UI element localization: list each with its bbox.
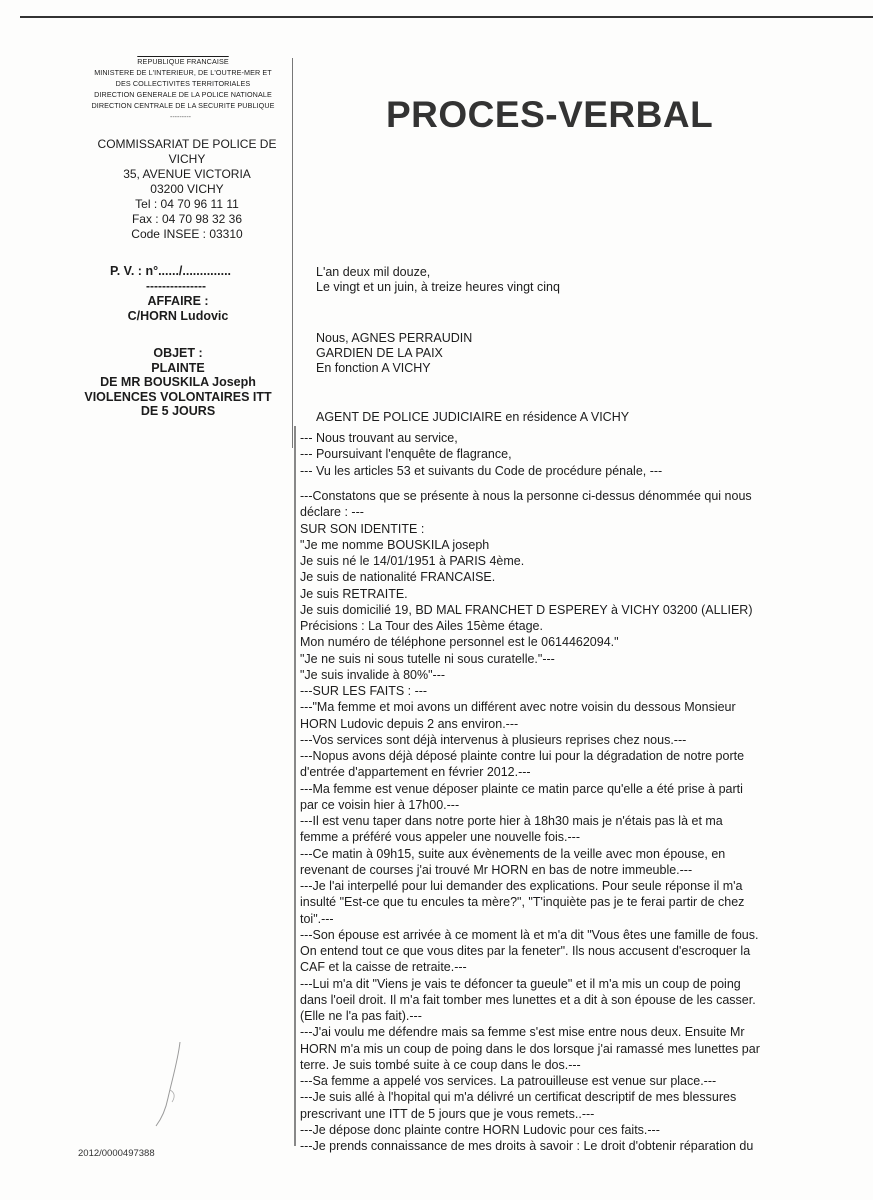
statement-line: Je suis né le 14/01/1951 à PARIS 4ème. [300, 554, 525, 568]
statement-line: toi".--- [300, 911, 334, 926]
statement-line: ---Vos services sont déjà intervenus à plusieurs reprises chez nous.--- [300, 732, 687, 747]
statement-line: Je suis de nationalité FRANCAISE. [300, 570, 496, 585]
insee-code: Code INSEE : 03310 [131, 227, 243, 241]
pv-number: P. V. : n°....../.............. [110, 264, 232, 278]
admin-line: MINISTERE DE L'INTERIEUR, DE L'OUTRE-MER ET [94, 68, 272, 77]
statement-line: ---Ce matin à 09h15, suite aux évènements de la veille avec mon épouse, en [300, 846, 726, 861]
signature-mark [150, 1040, 190, 1130]
header-separator: --------- [170, 114, 191, 121]
statement-line: ---Son épouse est arrivée à ce moment là et m'a dit "Vous êtes une famille de fous. [300, 927, 759, 942]
statement-line: ---Je dépose donc plainte contre HORN Ludovic pour ces faits.--- [300, 1122, 660, 1137]
statement-line: Mon numéro de téléphone personnel est le 0614462094." [300, 635, 619, 650]
procedure-line: --- Nous trouvant au service, [300, 431, 458, 445]
apj-line: AGENT DE POLICE JUDICIAIRE en résidence A VICHY [316, 410, 630, 424]
statement-line: "Je ne suis ni sous tutelle ni sous curatelle."--- [300, 651, 555, 666]
statement-line: ---Constatons que se présente à nous la personne ci-dessus dénommée qui nous [300, 489, 752, 503]
statement-line: HORN Ludovic depuis 2 ans environ.--- [300, 716, 519, 731]
statement-line: ---SUR LES FAITS : --- [300, 684, 428, 698]
statement-line: d'entrée d'appartement en février 2012.--- [300, 765, 531, 780]
statement-line: revenant de courses j'ai trouvé Mr HORN en bas de notre immeuble.--- [300, 862, 693, 877]
statement-line: ---Je l'ai interpellé pour lui demander des explications. Pour seule réponse il m'a [300, 879, 743, 893]
statement-line: On entend tout ce que vous dites par la feneter". Ils nous accusent d'escroquer la [300, 944, 751, 958]
admin-line: DES COLLECTIVITES TERRITORIALES [115, 79, 251, 88]
statement-line: ---Ma femme est venue déposer plainte ce matin parce qu'elle a été prise à parti [300, 781, 743, 796]
statement-line: ---Je suis allé à l'hopital qui m'a délivré un certificat descriptif de mes blessures [300, 1090, 737, 1105]
statement-line: femme a préféré vous appeler une nouvelle fois.--- [300, 830, 581, 845]
administration-header [72, 56, 294, 111]
statement-line: ---"Ma femme et moi avons un différent avec notre voisin du dessous Monsieur [300, 700, 736, 715]
statement-line: ---Sa femme a appelé vos services. La patrouilleuse est venue sur place.--- [300, 1074, 717, 1088]
statement-line: dans l'oeil droit. Il m'a fait tomber mes lunettes et a dit à son épouse de les casser. [300, 992, 756, 1007]
statement-line: "Je suis invalide à 80%"--- [300, 667, 446, 682]
objet-label: OBJET : [153, 346, 203, 360]
statement-line: SUR SON IDENTITE : [300, 521, 425, 536]
admin-line: DIRECTION CENTRALE DE LA SECURITE PUBLIQUE [91, 101, 275, 110]
statement-line: Je suis domicilié 19, BD MAL FRANCHET D ESPEREY à VICHY 03200 (ALLIER) [300, 602, 753, 617]
objet-line: DE 5 JOURS [140, 404, 216, 418]
statement-line: ---J'ai voulu me défendre mais sa femme s'est mise entre nous deux. Ensuite Mr [300, 1025, 745, 1040]
admin-line: DIRECTION GENERALE DE LA POLICE NATIONALE [94, 90, 272, 99]
statement-line: Je suis RETRAITE. [300, 586, 408, 601]
objet-line: PLAINTE [151, 360, 205, 375]
fax-line: Fax : 04 70 98 32 36 [131, 212, 243, 226]
statement-line: (Elle ne l'a pas fait).--- [300, 1009, 422, 1023]
column-divider [292, 58, 293, 448]
statement-line: ---Il est venu taper dans notre porte hier à 18h30 mais je n'étais pas là et ma [300, 814, 723, 828]
date-intro [316, 265, 560, 295]
address-line: 03200 VICHY [150, 182, 224, 196]
reference-number: 2012/0000497388 [78, 1148, 155, 1159]
statement-line: déclare : --- [300, 505, 364, 520]
statement-line: prescrivant une ITT de 5 jours que je vous remets..--- [300, 1106, 595, 1121]
address-line: 35, AVENUE VICTORIA [123, 167, 251, 181]
affaire-block [72, 294, 284, 324]
procedure-line: --- Vu les articles 53 et suivants du Code de procédure pénale, --- [300, 463, 663, 478]
statement-line: Précisions : La Tour des Ailes 15ème étage. [300, 619, 543, 633]
objet-block [72, 346, 284, 419]
procedure-line: --- Poursuivant l'enquête de flagrance, [300, 447, 512, 462]
statement-line: ---Je prends connaissance de mes droits à savoir : Le droit d'obtenir réparation du [300, 1139, 754, 1153]
text-margin-line [294, 426, 296, 1146]
statement-body [300, 488, 820, 1154]
affaire-value: C/HORN Ludovic [127, 309, 229, 323]
agent-name: Nous, AGNES PERRAUDIN [316, 331, 473, 345]
statement-line: par ce voisin hier à 17h00.--- [300, 797, 460, 812]
statement-line: "Je me nomme BOUSKILA joseph [300, 537, 490, 552]
pv-separator: --------------- [146, 279, 206, 293]
admin-line: REPUBLIQUE FRANCAISE [137, 57, 229, 66]
agent-block [316, 331, 472, 376]
statement-line: ---Lui m'a dit "Viens je vais te défoncer ta gueule" et il m'a mis un coup de poing [300, 976, 741, 991]
statement-line: terre. Je suis tombé suite à ce coup dans le dos.--- [300, 1057, 581, 1072]
statement-line: HORN m'a mis un coup de poing dans le dos lorsque j'ai ramassé mes lunettes par [300, 1041, 760, 1056]
agent-location: En fonction A VICHY [316, 361, 431, 375]
statement-line: insulté "Est-ce que tu encules ta mère?", "T'inquiète pas je te ferai partir de chez [300, 895, 745, 910]
phone-line: Tel : 04 70 96 11 11 [135, 197, 239, 211]
commissariat-address [82, 137, 292, 242]
top-border [20, 16, 873, 18]
statement-line: ---Nopus avons déjà déposé plainte contre lui pour la dégradation de notre porte [300, 749, 745, 763]
procedure-block [300, 430, 662, 479]
address-line: VICHY [168, 152, 206, 166]
agent-rank: GARDIEN DE LA PAIX [316, 346, 443, 360]
statement-line: CAF et la caisse de retraite.--- [300, 960, 467, 975]
address-line: COMMISSARIAT DE POLICE DE [97, 137, 277, 151]
objet-line: VIOLENCES VOLONTAIRES ITT [84, 389, 272, 404]
objet-line: DE MR BOUSKILA Joseph [100, 375, 256, 389]
intro-line: Le vingt et un juin, à treize heures vingt cinq [316, 280, 560, 294]
document-title: PROCES-VERBAL [386, 94, 714, 135]
intro-line: L'an deux mil douze, [316, 265, 431, 279]
affaire-label: AFFAIRE : [147, 294, 209, 308]
